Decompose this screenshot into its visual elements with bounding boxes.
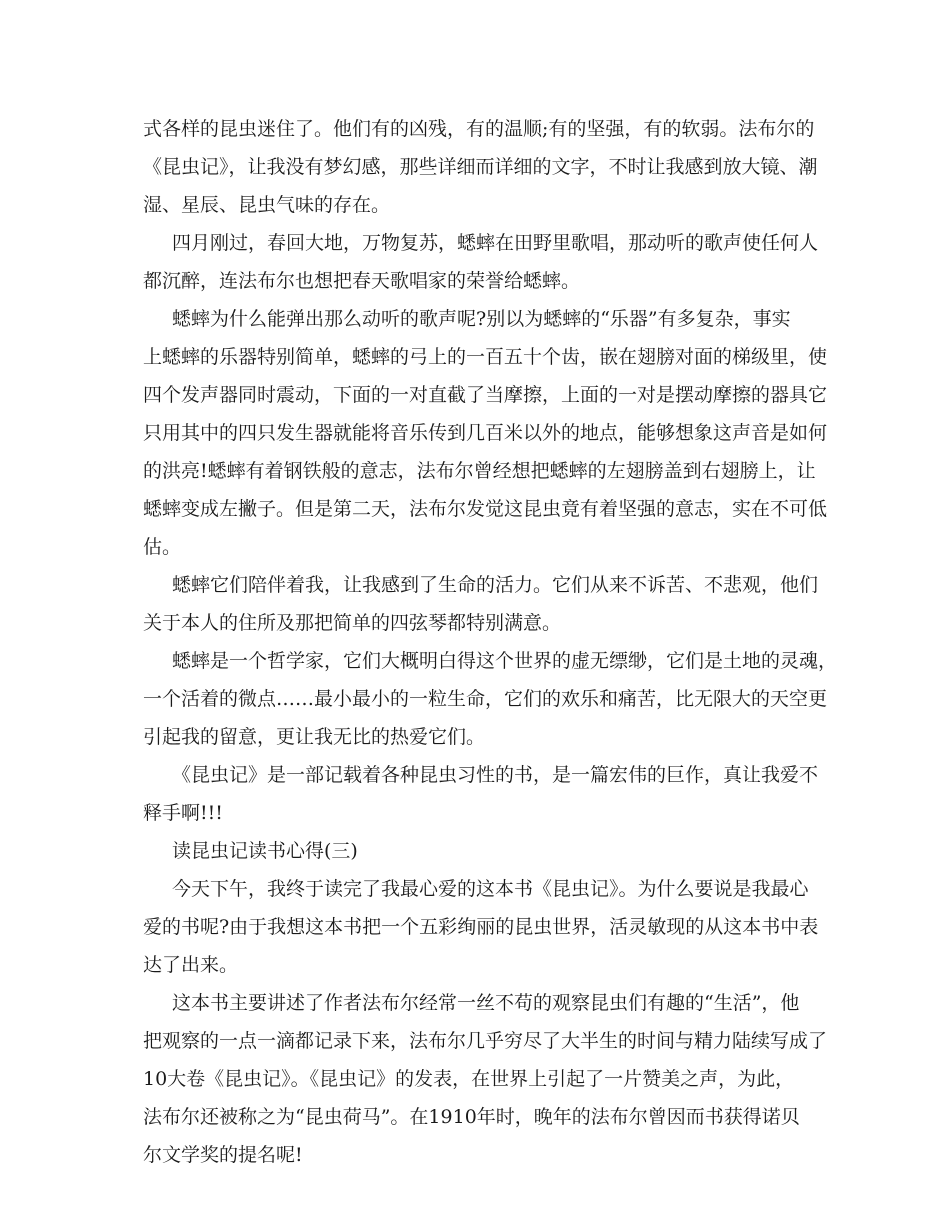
section-heading: 读昆虫记读书心得(三) xyxy=(172,840,358,862)
text-line: 都沉醉，连法布尔也想把春天歌唱家的荣誉给蟋蟀。 xyxy=(143,270,581,292)
text-line: 爱的书呢?由于我想这本书把一个五彩绚丽的昆虫世界，活灵敏现的从这本书中表 xyxy=(143,916,819,938)
text-line: 只用其中的四只发生器就能将音乐传到几百米以外的地点，能够想象这声音是如何 xyxy=(143,422,828,444)
text-line: 蟋蟀变成左撇子。但是第二天，法布尔发觉这昆虫竟有着坚强的意志，实在不可低 xyxy=(143,498,828,520)
text-line: 估。 xyxy=(143,536,182,558)
text-line: 四月刚过，春回大地，万物复苏，蟋蟀在田野里歌唱，那动听的歌声使任何人 xyxy=(172,232,819,254)
text-line: 今天下午，我终于读完了我最心爱的这本书《昆虫记》。为什么要说是我最心 xyxy=(172,878,809,900)
text-line: 蟋蟀它们陪伴着我，让我感到了生命的活力。它们从来不诉苦、不悲观，他们 xyxy=(172,574,819,596)
text-line: 蟋蟀为什么能弹出那么动听的歌声呢?别以为蟋蟀的“乐器”有多复杂，事实 xyxy=(172,308,791,330)
text-line: 达了出来。 xyxy=(143,954,239,976)
text-line: 上蟋蟀的乐器特别简单，蟋蟀的弓上的一百五十个齿，嵌在翅膀对面的梯级里，使 xyxy=(143,346,828,368)
text-line: 引起我的留意，更让我无比的热爱它们。 xyxy=(143,726,486,748)
text-line: 尔文学奖的提名呢! xyxy=(143,1144,303,1166)
text-line: 释手啊!!! xyxy=(143,802,223,824)
text-line: 四个发声器同时震动，下面的一对直截了当摩擦，上面的一对是摆动摩擦的器具它 xyxy=(143,384,828,406)
text-line: 《昆虫记》是一部记载着各种昆虫习性的书，是一篇宏伟的巨作，真让我爱不 xyxy=(172,764,819,786)
text-line: 蟋蟀是一个哲学家，它们大概明白得这个世界的虚无缥缈，它们是土地的灵魂， xyxy=(172,650,838,672)
text-line: 关于本人的住所及那把简单的四弦琴都特别满意。 xyxy=(143,612,562,634)
text-line: 湿、星辰、昆虫气味的存在。 xyxy=(143,194,391,216)
text-line: 把观察的一点一滴都记录下来，法布尔几乎穷尽了大半生的时间与精力陆续写成了 xyxy=(143,1030,828,1052)
text-line: 式各样的昆虫迷住了。他们有的凶残，有的温顺;有的坚强，有的软弱。法布尔的 xyxy=(143,118,815,140)
text-line: 一个活着的微点……最小最小的一粒生命，它们的欢乐和痛苦，比无限大的天空更 xyxy=(143,688,828,710)
text-line: 法布尔还被称之为“昆虫荷马”。在1910年时，晚年的法布尔曾因而书获得诺贝 xyxy=(143,1106,800,1128)
text-line: 10大卷《昆虫记》。《昆虫记》的发表，在世界上引起了一片赞美之声，为此， xyxy=(143,1068,795,1090)
text-line: 这本书主要讲述了作者法布尔经常一丝不苟的观察昆虫们有趣的“生活”，他 xyxy=(172,992,800,1014)
text-line: 的洪亮!蟋蟀有着钢铁般的意志，法布尔曾经想把蟋蟀的左翅膀盖到右翅膀上，让 xyxy=(143,460,816,482)
text-line: 《昆虫记》，让我没有梦幻感，那些详细而详细的文字，不时让我感到放大镜、潮 xyxy=(143,156,818,178)
